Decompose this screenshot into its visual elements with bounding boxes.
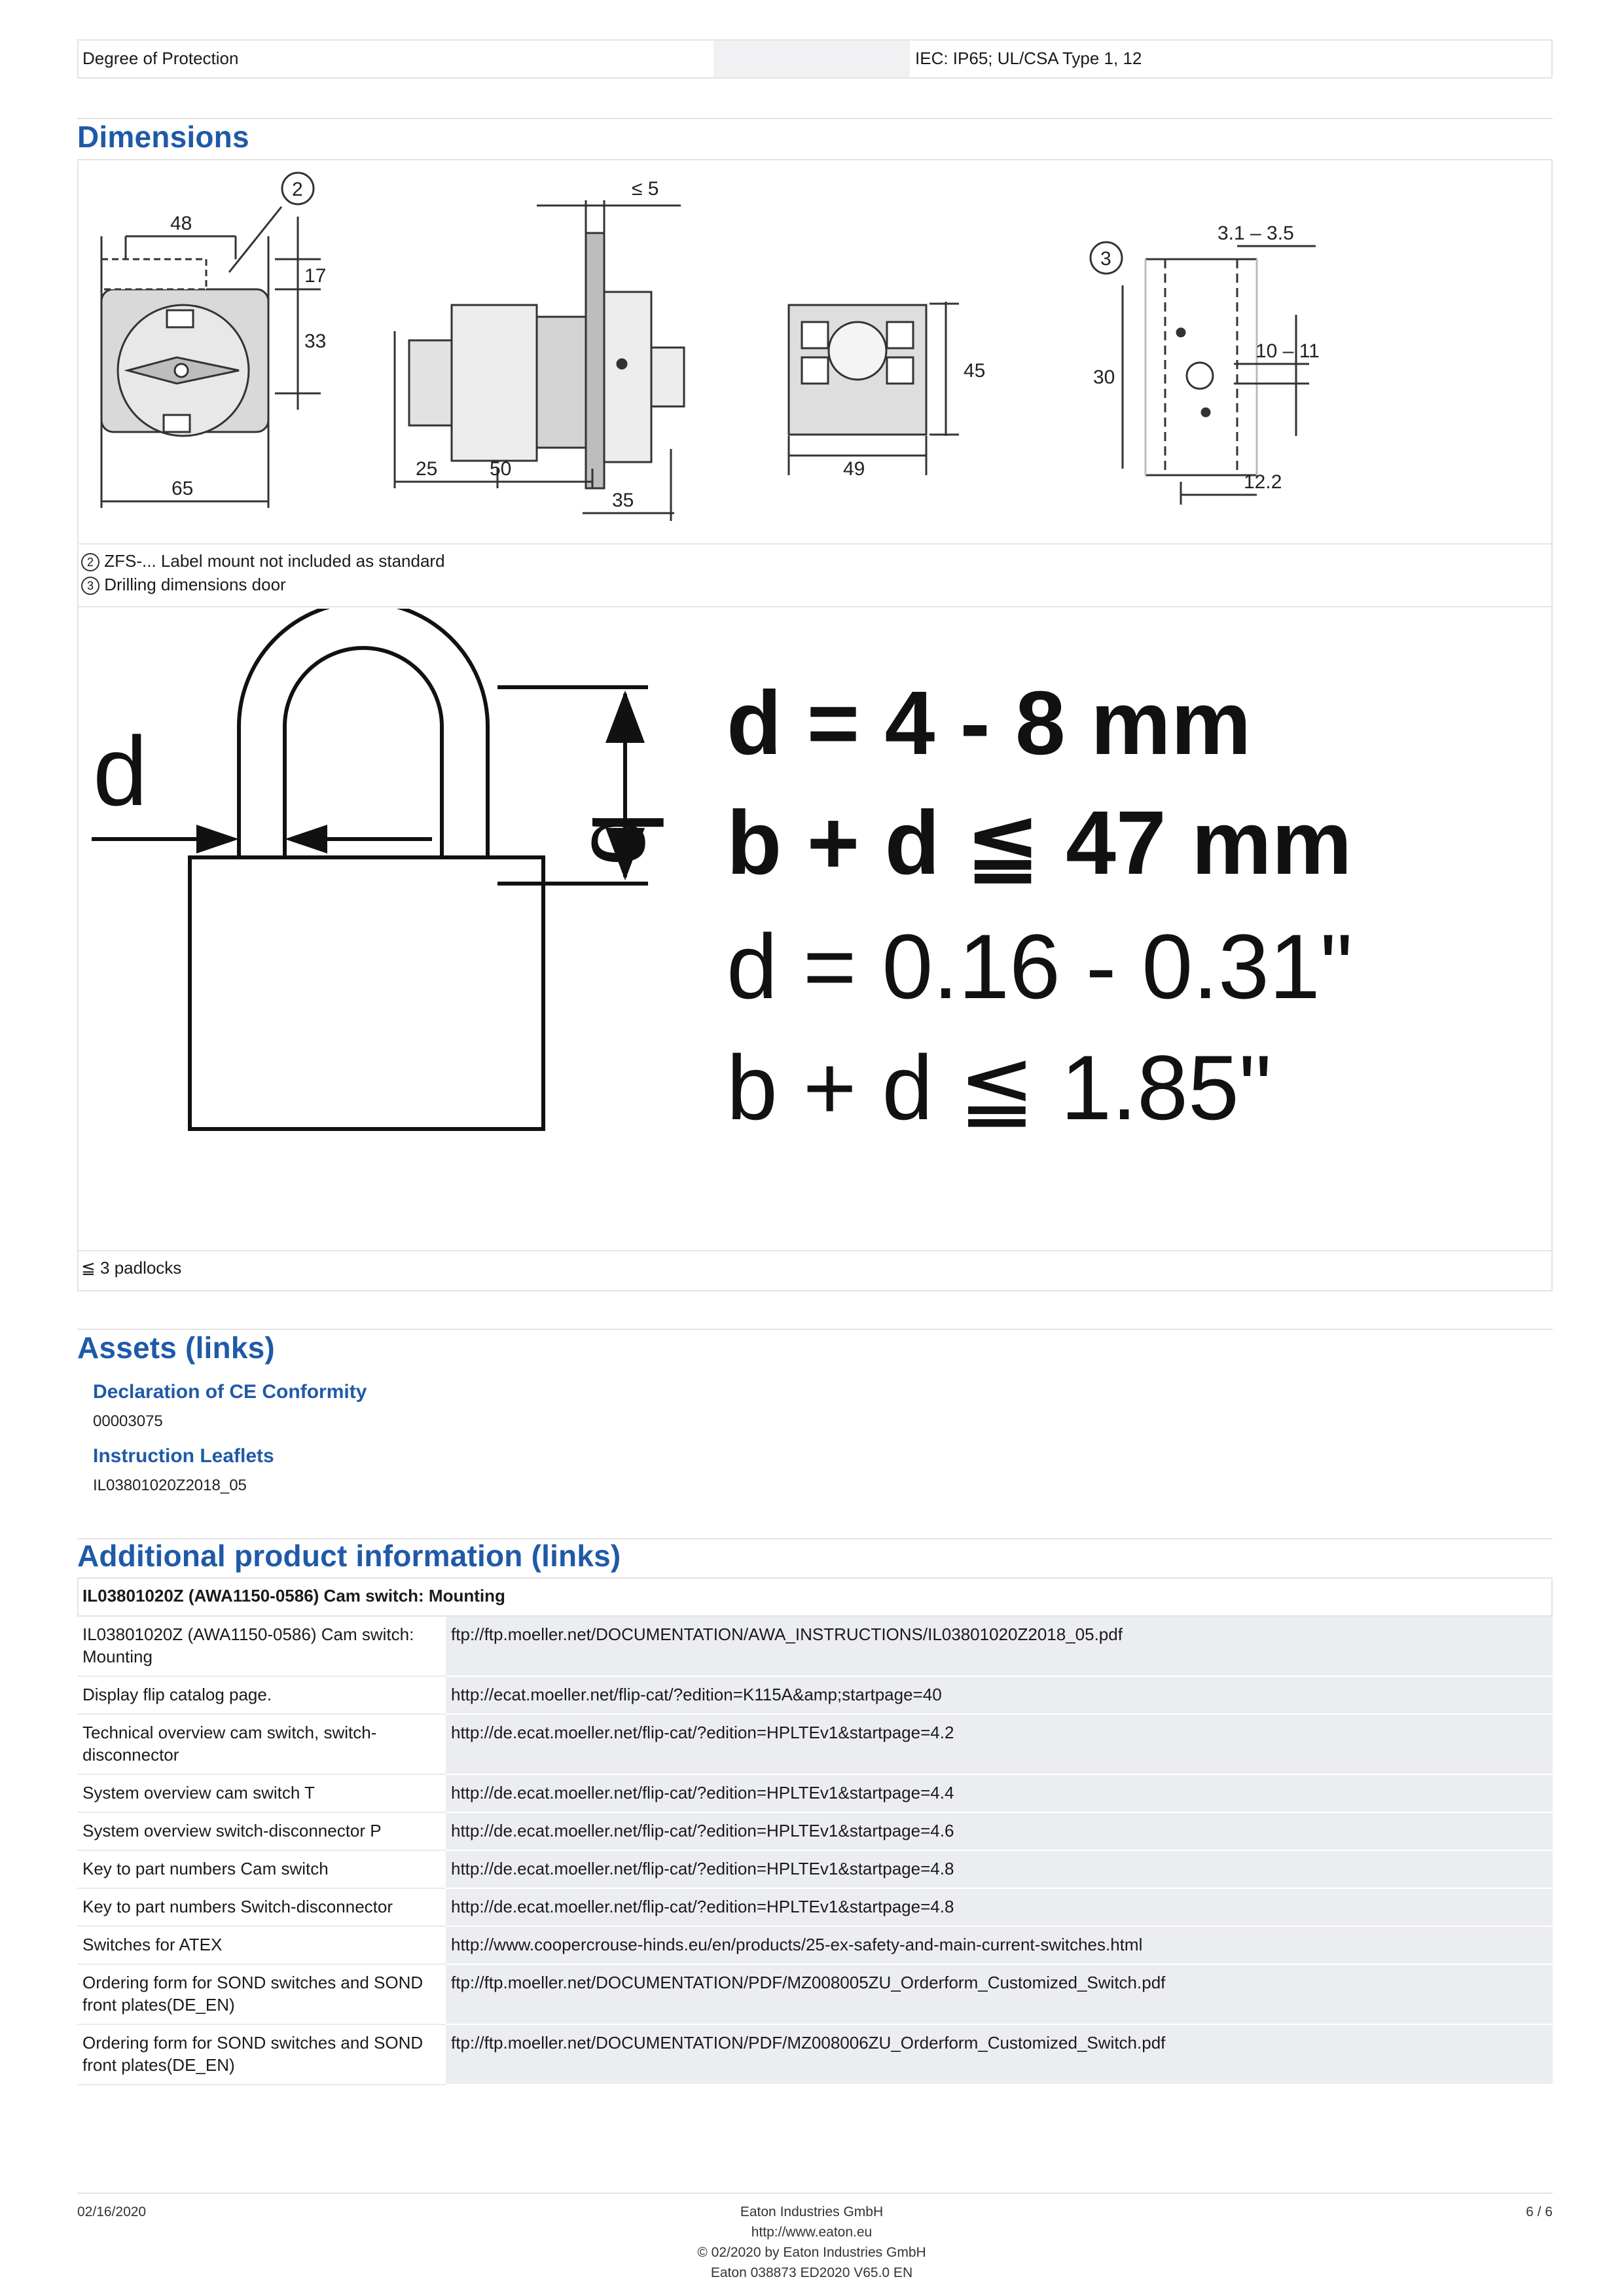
dimensions-title: Dimensions (77, 120, 249, 154)
link-row-label: System overview cam switch T (77, 1774, 446, 1812)
spec-value: IEC: IP65; UL/CSA Type 1, 12 (915, 48, 1142, 68)
dim-122: 12.2 (1244, 471, 1282, 493)
dim-33: 33 (304, 331, 327, 352)
drill-hole (1187, 363, 1213, 389)
dim-50: 50 (490, 458, 512, 480)
link-row-label: Ordering form for SOND switches and SOND front plates(DE_EN) (77, 1964, 446, 2024)
dimensions-divider-1 (79, 543, 1551, 545)
additional-header-text: IL03801020Z (AWA1150-0586) Cam switch: Mounting (82, 1586, 505, 1605)
link-row-label: Key to part numbers Cam switch (77, 1850, 446, 1888)
footer-rule (77, 2193, 1553, 2194)
padlock-line-1: d = 4 - 8 mm (727, 673, 1252, 774)
link-row-url[interactable]: http://ecat.moeller.net/flip-cat/?edition=K115A&amp;startpage=40 (446, 1676, 1553, 1714)
link-row (77, 1812, 1553, 1850)
footer-copyright: © 02/2020 by Eaton Industries GmbH (697, 2245, 926, 2260)
dimensions-divider-3 (79, 1250, 1551, 1251)
link-row-label: Ordering form for SOND switches and SOND front plates(DE_EN) (77, 2024, 446, 2085)
padlock-line-2: b + d ≦ 47 mm (727, 793, 1352, 893)
link-row-url[interactable]: http://www.coopercrouse-hinds.eu/en/products/25-ex-safety-and-main-current-switches.html (446, 1926, 1553, 1964)
note-3-text: Drilling dimensions door (104, 575, 286, 594)
link-row (77, 1964, 1553, 2024)
callout-2-label: 2 (292, 179, 303, 200)
padlock-d-label: d (93, 716, 148, 826)
link-row-url[interactable]: http://de.ecat.moeller.net/flip-cat/?edition=HPLTEv1&startpage=4.4 (446, 1774, 1553, 1812)
links-table (77, 1617, 1553, 2085)
asset-ce-title: Declaration of CE Conformity (93, 1381, 367, 1403)
link-row-url[interactable]: http://de.ecat.moeller.net/flip-cat/?edition=HPLTEv1&startpage=4.8 (446, 1850, 1553, 1888)
dim-48: 48 (170, 213, 192, 234)
footer-url[interactable]: http://www.eaton.eu (751, 2225, 873, 2240)
footer-center (648, 2202, 975, 2283)
dim-17: 17 (304, 265, 327, 287)
link-row-url[interactable]: http://de.ecat.moeller.net/flip-cat/?edition=HPLTEv1&startpage=4.6 (446, 1812, 1553, 1850)
link-row (77, 1774, 1553, 1812)
note-3-num: 3 (81, 577, 99, 595)
link-row (77, 1926, 1553, 1964)
padlock-b-label: b (571, 812, 681, 867)
link-row-url[interactable]: ftp://ftp.moeller.net/DOCUMENTATION/PDF/MZ008006ZU_Orderform_Customized_Switch.pdf (446, 2024, 1553, 2085)
link-row-label: IL03801020Z (AWA1150-0586) Cam switch: Mounting (77, 1617, 446, 1676)
link-row-url[interactable]: ftp://ftp.moeller.net/DOCUMENTATION/AWA_INSTRUCTIONS/IL03801020Z2018_05.pdf (446, 1617, 1553, 1676)
note-2-num: 2 (81, 553, 99, 571)
dim-49: 49 (843, 458, 865, 480)
padlock-body (190, 857, 543, 1129)
link-row (77, 2024, 1553, 2085)
dimension-drawing (79, 161, 1322, 541)
dim-30: 30 (1093, 367, 1115, 388)
dimensions-divider-2 (79, 606, 1551, 607)
link-row-label: Key to part numbers Switch-disconnector (77, 1888, 446, 1926)
link-row-url[interactable]: http://de.ecat.moeller.net/flip-cat/?edition=HPLTEv1&startpage=4.8 (446, 1888, 1553, 1926)
assets-rule (77, 1329, 1553, 1330)
padlock-line-3: d = 0.16 - 0.31" (727, 915, 1353, 1018)
footer-company: Eaton Industries GmbH (740, 2204, 884, 2219)
dim-45: 45 (964, 360, 986, 382)
dim-le5: ≤ 5 (632, 178, 659, 200)
link-row-url[interactable]: http://de.ecat.moeller.net/flip-cat/?edition=HPLTEv1&startpage=4.2 (446, 1714, 1553, 1774)
padlock-line-4: b + d ≦ 1.85" (727, 1036, 1272, 1139)
note-3 (81, 573, 286, 596)
link-row (77, 1888, 1553, 1926)
dim-65: 65 (171, 478, 194, 499)
dim-1011: 10 – 11 (1255, 340, 1320, 362)
dim-35: 35 (612, 490, 634, 511)
dim-25: 25 (416, 458, 438, 480)
link-row-label: Display flip catalog page. (77, 1676, 446, 1714)
asset-leaflet-value[interactable]: IL03801020Z2018_05 (93, 1477, 247, 1494)
asset-leaflet-title: Instruction Leaflets (93, 1445, 274, 1467)
padlock-caption: ≦ 3 padlocks (81, 1258, 182, 1278)
link-row (77, 1850, 1553, 1888)
asset-ce-value[interactable]: 00003075 (93, 1412, 163, 1430)
link-row (77, 1714, 1553, 1774)
footer-date: 02/16/2020 (77, 2204, 147, 2219)
callout-3-label: 3 (1100, 248, 1111, 270)
dimensions-rule (77, 118, 1553, 119)
link-row-label: Switches for ATEX (77, 1926, 446, 1964)
link-row (77, 1617, 1553, 1676)
footer-page: 6 / 6 (1526, 2204, 1553, 2219)
footer-doc: Eaton 038873 ED2020 V65.0 EN (710, 2265, 913, 2280)
additional-title: Additional product information (links) (77, 1539, 621, 1573)
spec-value-bg (713, 41, 910, 77)
padlock-drawing (79, 609, 1545, 1247)
link-row-label: Technical overview cam switch, switch-disconnector (77, 1714, 446, 1774)
link-row (77, 1676, 1553, 1714)
note-2 (81, 550, 445, 572)
spec-label: Degree of Protection (82, 48, 239, 68)
note-2-text: ZFS-... Label mount not included as standard (104, 551, 445, 571)
link-row-label: System overview switch-disconnector P (77, 1812, 446, 1850)
dim-3135: 3.1 – 3.5 (1218, 223, 1294, 244)
link-row-url[interactable]: ftp://ftp.moeller.net/DOCUMENTATION/PDF/MZ008005ZU_Orderform_Customized_Switch.pdf (446, 1964, 1553, 2024)
padlock-shackle (239, 609, 488, 857)
assets-title: Assets (links) (77, 1331, 275, 1365)
